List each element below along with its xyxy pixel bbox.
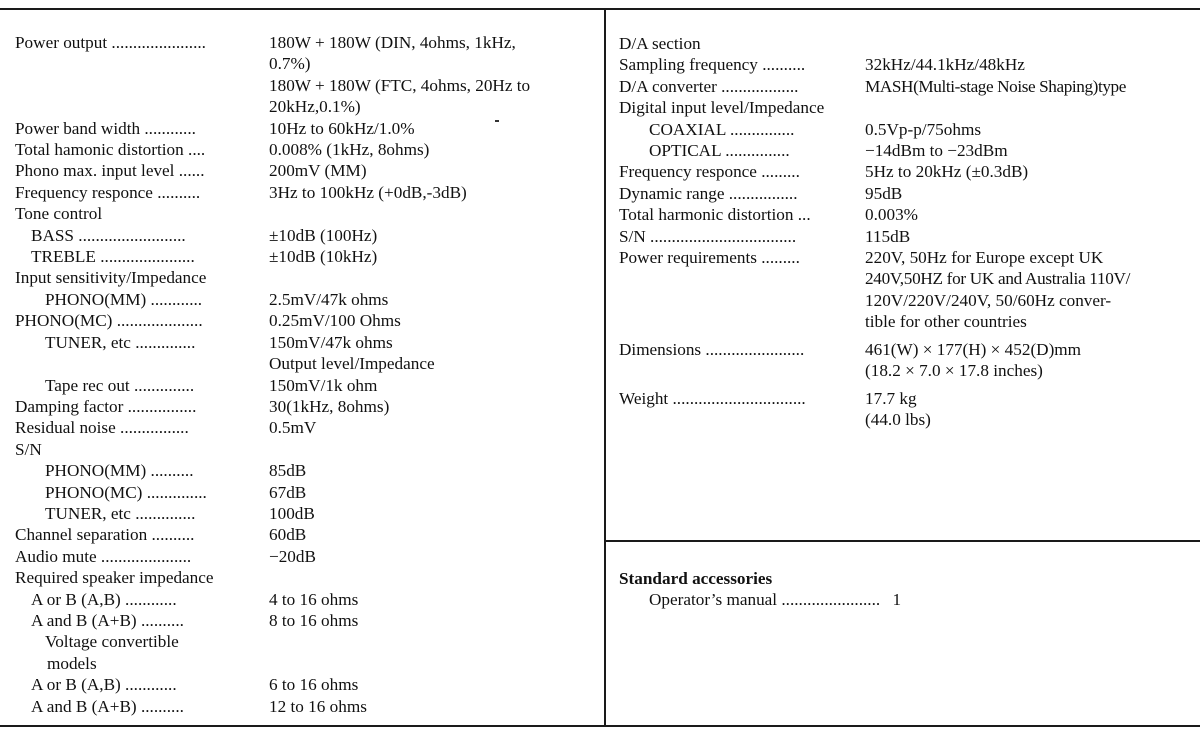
spec-value: 95dB: [865, 183, 903, 203]
spec-label: D/A converter ..................: [619, 76, 799, 96]
spec-row: [619, 140, 1199, 161]
spec-row: [619, 54, 1199, 75]
spec-label: Power requirements .........: [619, 248, 800, 268]
spec-value: 0.25mV/100 Ohms: [269, 311, 401, 331]
spec-row: [15, 139, 595, 160]
accessory-item: [619, 589, 1199, 610]
spec-label: COAXIAL ...............: [649, 119, 795, 139]
spec-row: [15, 482, 595, 503]
amplifier-specs: [15, 32, 595, 717]
spec-value: 4 to 16 ohms: [269, 589, 359, 609]
section-heading-da: D/A section: [619, 34, 701, 53]
spec-value: 32kHz/44.1kHz/48kHz: [865, 55, 1025, 75]
section-heading-input-sensitivity: Input sensitivity/Impedance: [15, 268, 207, 288]
spec-row: [15, 546, 595, 567]
spec-label: Power output ......................: [15, 33, 206, 52]
spec-row: [15, 332, 595, 353]
spec-row: [15, 696, 595, 717]
spec-row: [619, 183, 1199, 204]
spec-label: Frequency responce ..........: [15, 182, 201, 202]
spec-value: 67dB: [269, 482, 307, 502]
bottom-rule: [0, 725, 1200, 727]
spec-value: 0.008% (1kHz, 8ohms): [269, 140, 430, 160]
spec-row: [619, 204, 1199, 225]
spec-value: 100dB: [269, 503, 315, 523]
spec-value-cont: tible for other countries: [865, 312, 1027, 332]
spec-value: 6 to 16 ohms: [269, 675, 359, 695]
spec-row: [15, 375, 595, 396]
spec-label: Sampling frequency ..........: [619, 55, 806, 75]
spec-label: TUNER, etc ..............: [45, 503, 196, 523]
spec-value: 85dB: [269, 461, 307, 481]
spec-label: BASS .........................: [31, 225, 186, 245]
spec-value: ±10dB (10kHz): [269, 247, 378, 267]
section-heading-speaker-impedance: Required speaker impedance: [15, 568, 214, 588]
spec-row: [15, 310, 595, 331]
section-heading-tone-control: Tone control: [15, 204, 103, 224]
section-heading-sn: S/N: [15, 439, 42, 459]
spec-label: Frequency responce .........: [619, 162, 800, 182]
spec-label: TREBLE ......................: [31, 247, 195, 267]
spec-value: 0.003%: [865, 205, 918, 225]
spec-label: Channel separation ..........: [15, 525, 195, 545]
column-divider: [604, 8, 606, 727]
spec-row: [619, 226, 1199, 247]
spec-value: 3Hz to 100kHz (+0dB,-3dB): [269, 182, 467, 202]
spec-label: S/N ..................................: [619, 226, 797, 246]
top-rule: [0, 8, 1200, 10]
spec-value-cont: 180W + 180W (FTC, 4ohms, 20Hz to: [269, 75, 531, 95]
spec-row: [15, 118, 595, 139]
spec-row: [15, 396, 595, 417]
subheading-voltage-convertible: Voltage convertible: [45, 632, 179, 652]
spec-row-power-output: [15, 32, 595, 53]
spec-value: 200mV (MM): [269, 161, 367, 181]
spec-value: ±10dB (100Hz): [269, 225, 378, 245]
spec-row: [15, 289, 595, 310]
spec-label: Tape rec out ..............: [45, 375, 195, 395]
spec-value: 0.5mV: [269, 418, 317, 438]
spec-label: Total harmonic distortion ...: [619, 205, 811, 225]
spec-value-cont: (18.2 × 7.0 × 17.8 inches): [865, 361, 1043, 381]
spec-row: [15, 524, 595, 545]
da-section-specs: [619, 33, 1199, 430]
spec-row: [15, 610, 595, 631]
spec-label: PHONO(MC) ..............: [45, 482, 207, 502]
spec-value: 2.5mV/47k ohms: [269, 289, 389, 309]
spec-label: A or B (A,B) ............: [31, 675, 177, 695]
section-heading-digital-input: Digital input level/Impedance: [619, 98, 825, 118]
spec-label: PHONO(MM) ..........: [45, 461, 194, 481]
accessories-divider: [606, 540, 1200, 542]
spec-row: [15, 246, 595, 267]
spec-value: 60dB: [269, 525, 307, 545]
spec-label: Audio mute .....................: [15, 546, 192, 566]
spec-row: [15, 674, 595, 695]
spec-value-cont: (44.0 lbs): [865, 409, 931, 429]
spec-value-cont: 240V,50HZ for UK and Australia 110V/: [865, 269, 1131, 289]
spec-label: Residual noise ................: [15, 418, 189, 438]
spec-label: Total hamonic distortion ....: [15, 140, 206, 160]
spec-value: 17.7 kg: [865, 388, 917, 408]
standard-accessories: [619, 568, 1199, 611]
spec-row-weight: [619, 388, 1199, 409]
spec-label: Damping factor ................: [15, 396, 197, 416]
spec-value: 10Hz to 60kHz/1.0%: [269, 118, 415, 138]
spec-value: −14dBm to −23dBm: [865, 141, 1008, 161]
spec-row-dimensions: [619, 339, 1199, 360]
accessory-quantity: 1: [892, 590, 902, 610]
spec-value: 12 to 16 ohms: [269, 696, 367, 716]
spec-row: [15, 503, 595, 524]
spec-value: 30(1kHz, 8ohms): [269, 396, 390, 416]
spec-row: [619, 161, 1199, 182]
spec-label: PHONO(MM) ............: [45, 289, 203, 309]
spec-row: [15, 460, 595, 481]
spec-value: 220V, 50Hz for Europe except UK: [865, 248, 1104, 268]
spec-row: [619, 76, 1199, 97]
subheading-models: models: [47, 653, 97, 673]
spec-label: Phono max. input level ......: [15, 161, 205, 181]
accessories-title: Standard accessories: [619, 569, 773, 588]
spec-value: 115dB: [865, 226, 911, 246]
spec-row: [15, 160, 595, 181]
spec-value: 5Hz to 20kHz (±0.3dB): [865, 162, 1029, 182]
spec-label: OPTICAL ...............: [649, 141, 790, 161]
spec-value: 0.5Vp-p/75ohms: [865, 119, 982, 139]
spec-row: [15, 417, 595, 438]
spec-value-cont: 120V/220V/240V, 50/60Hz conver-: [865, 290, 1112, 310]
spec-value: 150mV/1k ohm: [269, 375, 378, 395]
spec-label: A or B (A,B) ............: [31, 589, 177, 609]
spec-row: [15, 225, 595, 246]
section-heading-output-level: Output level/Impedance: [269, 354, 435, 374]
spec-label: TUNER, etc ..............: [45, 332, 196, 352]
spec-value: MASH(Multi-stage Noise Shaping)type: [865, 76, 1126, 96]
spec-label: Weight ...............................: [619, 388, 806, 408]
spec-label: A and B (A+B) ..........: [31, 696, 184, 716]
spec-label: Dimensions .......................: [619, 339, 805, 359]
spec-value: 150mV/47k ohms: [269, 332, 393, 352]
spec-value: 180W + 180W (DIN, 4ohms, 1kHz,: [269, 33, 516, 52]
spec-label: PHONO(MC) ....................: [15, 311, 203, 331]
spec-label: A and B (A+B) ..........: [31, 610, 184, 630]
spec-value: 8 to 16 ohms: [269, 610, 359, 630]
spec-label: Power band width ............: [15, 118, 196, 138]
accessory-label: Operator’s manual .......................: [649, 590, 881, 610]
spec-row-power-requirements: [619, 247, 1199, 268]
spec-label: Dynamic range ................: [619, 183, 798, 203]
spec-value: −20dB: [269, 546, 316, 566]
spec-row: [619, 119, 1199, 140]
spec-row: [15, 589, 595, 610]
spec-row: [15, 182, 595, 203]
spec-value-cont: 20kHz,0.1%): [269, 97, 361, 117]
spec-value: 461(W) × 177(H) × 452(D)mm: [865, 339, 1082, 359]
spec-value-cont: 0.7%): [269, 54, 311, 74]
